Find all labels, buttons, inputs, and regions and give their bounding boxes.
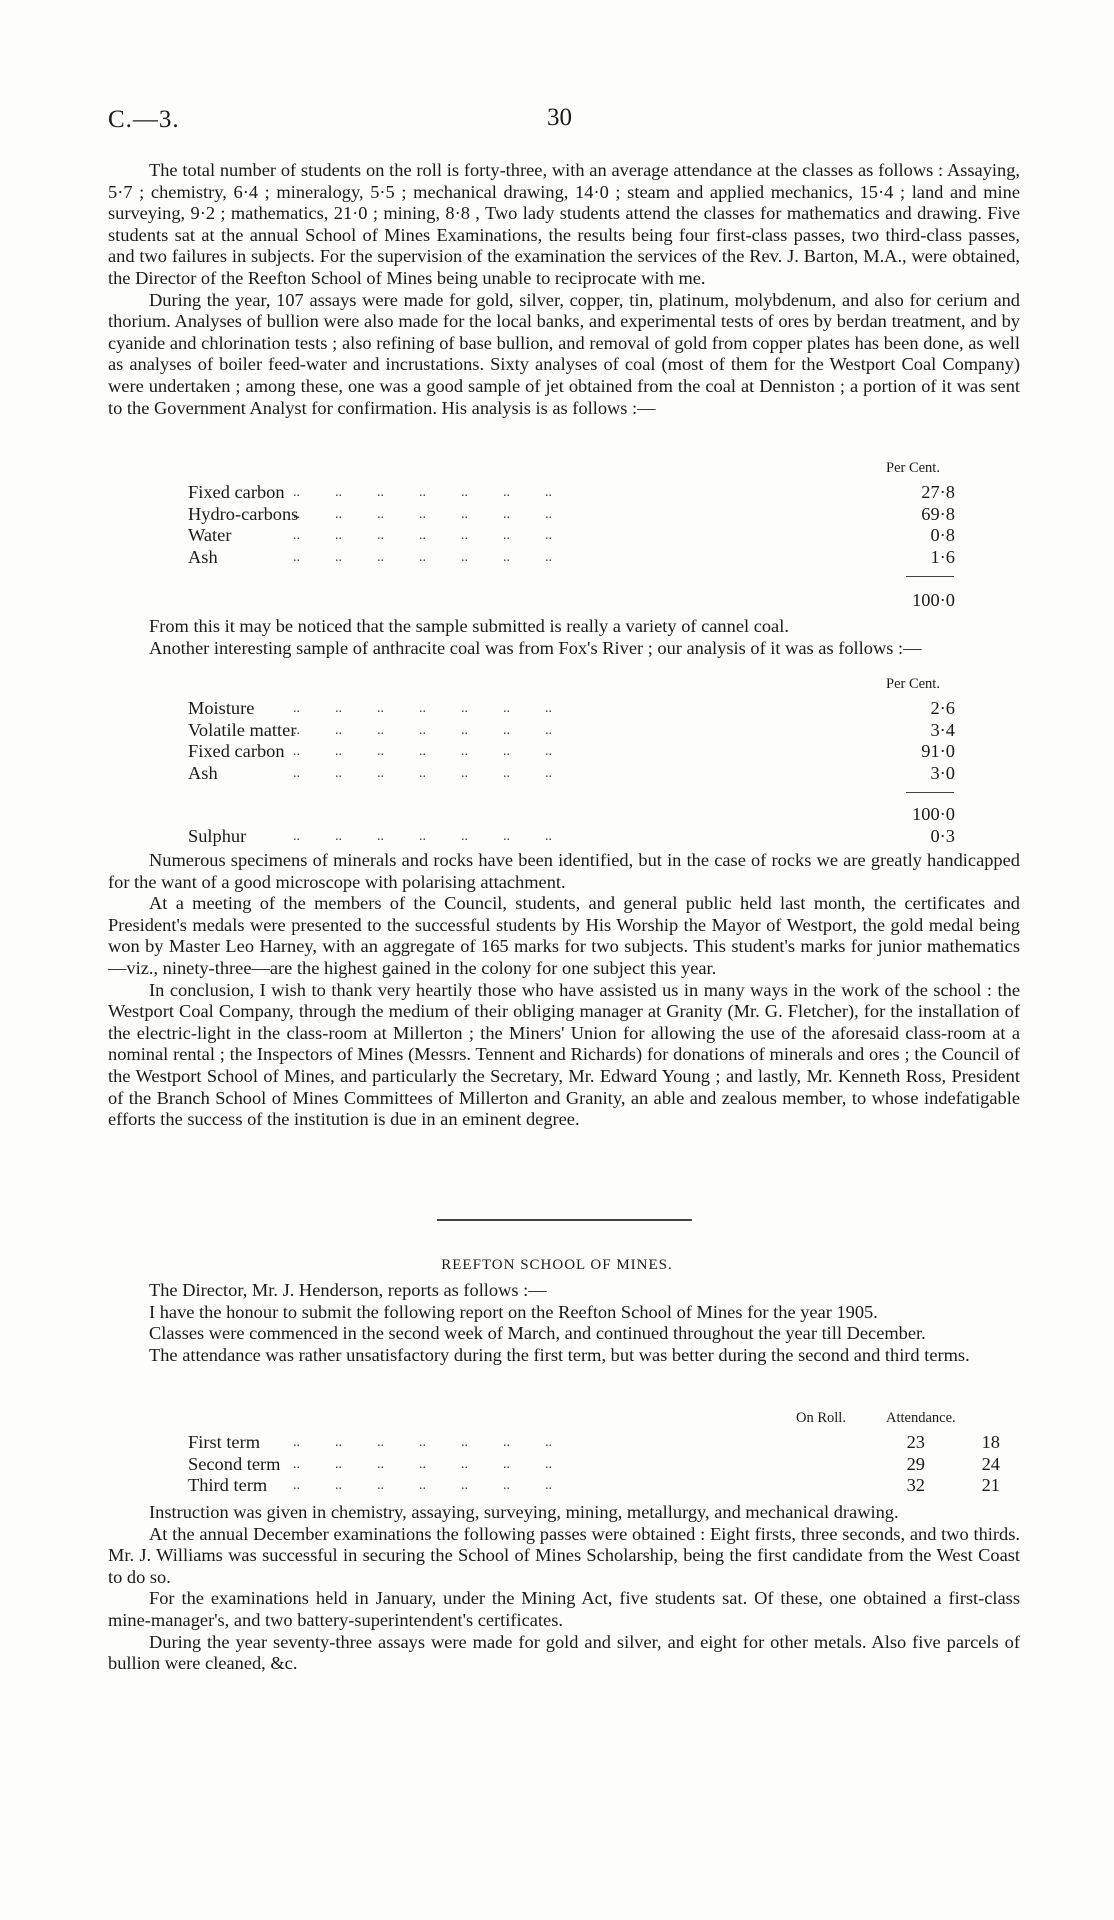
row-label: Ash (188, 762, 218, 783)
paragraph: During the year, 107 assays were made for gold, silver, copper, tin, platinum, molybdenum, and also for cerium and thorium. Analyses of bullion were also made for the local banks, and experimental tests of ores by berdan treatment, and by cyanide and chlorination tests ; also refining of base bullion, and removal of gold from copper plates has been done, as well as analyses of boiler feed-water and incrustations. Sixty analyses of coal (most of them for the Westport Coal Company) were undertaken ; among these, one was a good sample of jet obtained from the coal at Denniston ; a portion of it was sent to the Government Analyst for confirmation. His analysis is as follows :— (108, 289, 1020, 418)
row-label: Second term (188, 1453, 281, 1474)
row-label: Hydro-carbons (188, 503, 299, 524)
table-row (108, 504, 1020, 526)
reefton-text-block-1 (108, 1280, 1020, 1366)
row-label: Fixed carbon (188, 741, 285, 762)
section-divider (437, 1219, 692, 1221)
paragraph: Instruction was given in chemistry, assaying, surveying, mining, metallurgy, and mechanical drawing. (149, 1502, 899, 1522)
sum-rule (906, 792, 954, 793)
section-title: REEFTON SCHOOL OF MINES. (441, 1257, 673, 1273)
roll-value: 32 (906, 1475, 925, 1496)
attendance-value: 21 (981, 1475, 1000, 1496)
table-total: 100·0 (912, 590, 955, 610)
paragraph: The total number of students on the roll is forty-three, with an average attendance at the classes as follows : Assaying, 5·7 ; chemistry, 6·4 ; mineralogy, 5·5 ; mechanical drawing, 14·0 ; steam and applied mechanics, 15·4 ; land and mine surveying, 9·2 ; mathematics, 21·0 ; mining, 8·8 , Two lady students attend the classes for mathematics and drawing. Five students sat at the annual School of Mines Examinations, the results being four first-class passes, two third-class passes, and two failures in subjects. For the supervision of the examination the services of the Rev. J. Barton, M.A., were obtained, the Director of the Reefton School of Mines being unable to reciprocate with me. (108, 160, 1020, 288)
sum-rule (906, 576, 954, 577)
westport-text-block-3 (108, 850, 1020, 1131)
paragraph: In conclusion, I wish to thank very heartily those who have assisted us in many ways in the work of the school : the Westport Coal Company, through the medium of their obliging manager at Granity (Mr. G. Fletcher), for the installation of the electric-light in the class-room at Millerton ; the Miners' Union for allowing the use of the aforesaid class-room at a nominal rental ; the Inspectors of Mines (Messrs. Tennent and Richards) for donations of minerals and ores ; the Council of the Westport School of Mines, and particularly the Secretary, Mr. Edward Young ; and lastly, Mr. Kenneth Ross, President of the Branch School of Mines Committees of Millerton and Granity, an able and zealous member, to whose indefatigable efforts the success of the institution is due in an eminent degree. (108, 979, 1020, 1130)
paragraph: At a meeting of the members of the Council, students, and general public held last month, the certificates and President's medals were presented to the successful students by His Worship the Mayor of Westport, the gold medal being won by Master Leo Harney, with an aggregate of 165 marks for two subjects. This student's marks for junior mathematics—viz., ninety-three—are the highest gained in the colony for one subject this year. (108, 893, 1020, 978)
westport-text-block-1 (108, 160, 1020, 419)
row-label: Volatile matter (188, 719, 297, 740)
row-label: Third term (188, 1475, 268, 1496)
leader-dots: .. .. .. .. .. .. .. (293, 701, 552, 716)
leader-dots: .. .. .. .. .. .. .. (293, 1456, 552, 1472)
jet-analysis-total (108, 590, 1020, 612)
table-row (108, 741, 1020, 763)
jet-analysis-table (108, 482, 1020, 568)
roll-value: 23 (906, 1432, 925, 1452)
row-value: 91·0 (921, 741, 955, 762)
row-value: 3·0 (930, 762, 955, 783)
row-label: Water (188, 525, 232, 546)
row-value: 1·6 (930, 546, 955, 567)
table-row (108, 482, 1020, 504)
row-label: First term (188, 1432, 261, 1452)
row-label: Ash (188, 546, 218, 567)
table-row (108, 763, 1020, 785)
page-number: 30 (547, 104, 572, 131)
leader-dots: .. .. .. .. .. .. .. (293, 528, 552, 544)
table-row (108, 1475, 1020, 1497)
leader-dots: .. .. .. .. .. .. .. (293, 1478, 552, 1494)
row-label: Moisture (188, 698, 255, 718)
attendance-table (108, 1432, 1020, 1497)
table-row (108, 525, 1020, 547)
leader-dots: .. .. .. .. .. .. .. (293, 549, 552, 565)
row-value: 0·8 (930, 525, 955, 546)
paragraph: Classes were commenced in the second week of March, and continued throughout the year till December. (149, 1323, 926, 1344)
leader-dots: .. .. .. .. .. .. .. (293, 765, 552, 781)
paragraph: At the annual December examinations the following passes were obtained : Eight firsts, three seconds, and two thirds. Mr. J. Williams was successful in securing the School of Mines Scholarship, being the first candidate from the West Coast to do so. (108, 1523, 1020, 1587)
paragraph: From this it may be noticed that the sample submitted is really a variety of cannel coal. (149, 616, 789, 636)
table-total: 100·0 (912, 804, 955, 824)
document-reference: C.—3. (108, 106, 180, 133)
column-header-attendance: Attendance. (886, 1410, 956, 1426)
leader-dots: .. .. .. .. .. .. .. (293, 722, 552, 738)
table-row (108, 826, 1020, 848)
attendance-value: 24 (981, 1453, 1000, 1474)
paragraph: The Director, Mr. J. Henderson, reports as follows :— (149, 1280, 547, 1300)
roll-value: 29 (906, 1453, 925, 1474)
attendance-value: 18 (981, 1432, 1000, 1452)
table-row (108, 1432, 1020, 1454)
leader-dots: .. .. .. .. .. .. .. (293, 485, 552, 500)
paragraph: I have the honour to submit the following report on the Reefton School of Mines for the year 1905. (149, 1301, 878, 1322)
paragraph: Numerous specimens of minerals and rocks have been identified, but in the case of rocks we are greatly handicapped for the want of a good microscope with polarising attachment. (108, 850, 1020, 892)
anthracite-analysis-total (108, 804, 1020, 826)
row-value: 27·8 (921, 482, 955, 502)
leader-dots: .. .. .. .. .. .. .. (293, 829, 552, 844)
column-header-per-cent: Per Cent. (886, 460, 940, 476)
anthracite-analysis-table (108, 698, 1020, 784)
leader-dots: .. .. .. .. .. .. .. (293, 744, 552, 760)
table-row (108, 547, 1020, 569)
column-header-on-roll: On Roll. (796, 1410, 846, 1426)
paragraph: For the examinations held in January, under the Mining Act, five students sat. Of these, one obtained a first-class mine-manager's, and two battery-superintendent's certificates. (108, 1588, 1020, 1630)
row-value: 0·3 (930, 826, 955, 846)
westport-text-block-2 (108, 616, 1020, 659)
row-label: Fixed carbon (188, 482, 285, 502)
reefton-text-block-2 (108, 1502, 1020, 1675)
paragraph: During the year seventy-three assays were made for gold and silver, and eight for other metals. Also five parcels of bullion were cleaned, &c. (108, 1631, 1020, 1674)
column-header-per-cent: Per Cent. (886, 676, 940, 692)
table-row (108, 720, 1020, 742)
leader-dots: .. .. .. .. .. .. .. (293, 1435, 552, 1450)
paragraph: The attendance was rather unsatisfactory during the first term, but was better during the second and third terms. (149, 1344, 970, 1365)
row-value: 69·8 (921, 503, 955, 524)
row-value: 2·6 (930, 698, 955, 718)
anthracite-sulphur-row (108, 826, 1020, 848)
row-label: Sulphur (188, 826, 247, 846)
table-row (108, 698, 1020, 720)
paragraph: Another interesting sample of anthracite coal was from Fox's River ; our analysis of it was as follows :— (149, 637, 922, 658)
table-row (108, 1454, 1020, 1476)
row-value: 3·4 (930, 719, 955, 740)
leader-dots: .. .. .. .. .. .. .. (293, 506, 552, 522)
